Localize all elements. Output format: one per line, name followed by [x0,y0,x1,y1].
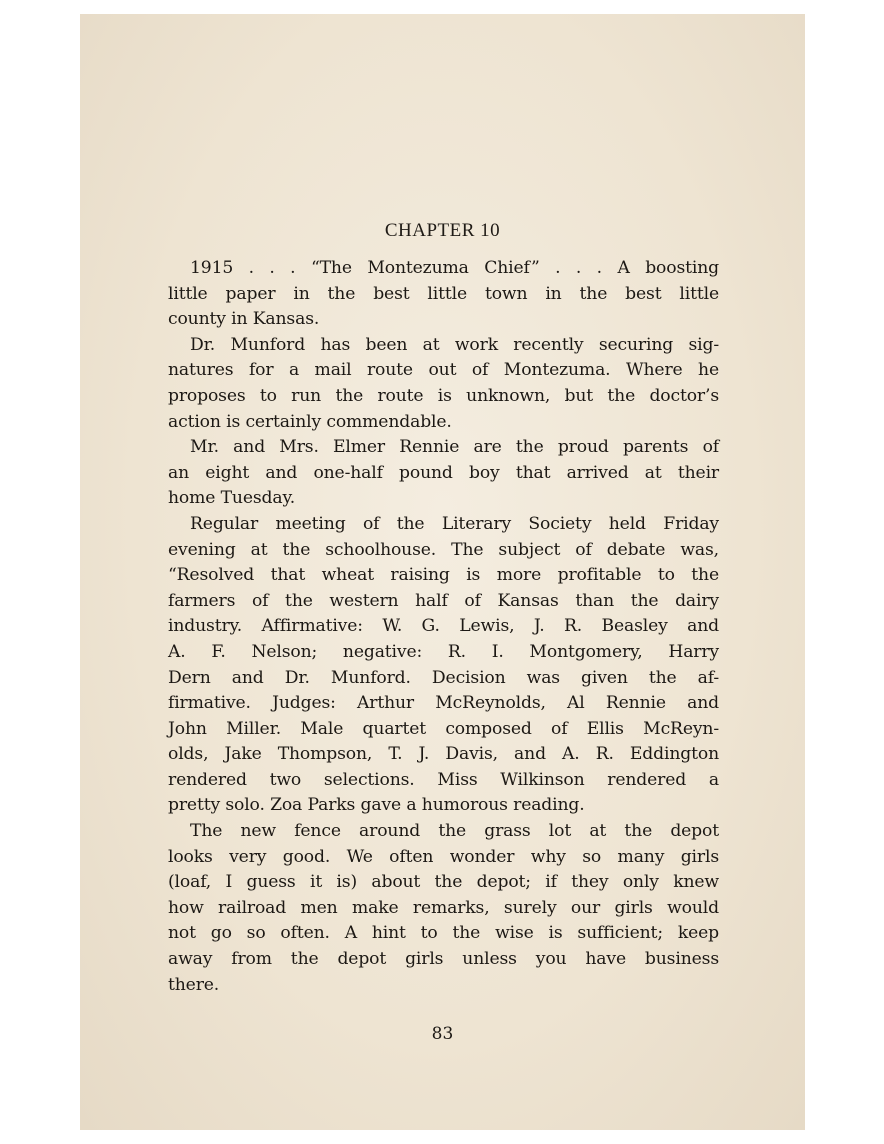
text-line: evening at the schoolhouse. The subject of debate was, [168,539,719,560]
text-line: there. [168,974,220,995]
text-line: firmative. Judges: Arthur McReynolds, Al Rennie and [168,693,719,714]
text-line: home Tuesday. [168,488,296,509]
text-line: how railroad men make remarks, surely our girls would [168,897,719,918]
text-line: (loaf, I guess it is) about the depot; if they only knew [168,872,719,893]
text-line: away from the depot girls unless you have business [168,949,719,970]
text-line: looks very good. We often wonder why so many girls [168,846,719,867]
text-line: “Resolved that wheat raising is more profitable to the [168,565,719,586]
text-line: not go so often. A hint to the wise is sufficient; keep [168,923,719,944]
text-line: Dr. Munford has been at work recently securing sig- [190,334,719,355]
text-line: Mr. and Mrs. Elmer Rennie are the proud parents of [190,437,719,458]
text-line: action is certainly commendable. [168,411,452,432]
text-line: A. F. Nelson; negative: R. I. Montgomery, Harry [168,641,719,662]
text-line: John Miller. Male quartet composed of Ellis McReyn- [168,718,719,739]
page-number: 83 [431,1024,454,1044]
text-line: county in Kansas. [168,309,320,330]
text-line: The new fence around the grass lot at the depot [190,821,719,842]
body-text [168,256,719,998]
chapter-heading: CHAPTER 10 [384,220,501,241]
book-page [80,14,805,1130]
text-line: 1915 . . . “The Montezuma Chief” . . . A boosting [190,258,719,278]
text-line: proposes to run the route is unknown, but the doctor’s [168,385,719,406]
text-line: Dern and Dr. Munford. Decision was given the af- [168,667,719,688]
text-line: an eight and one-half pound boy that arrived at their [168,462,719,483]
text-line: natures for a mail route out of Montezuma. Where he [168,360,719,381]
text-line: olds, Jake Thompson, T. J. Davis, and A. R. Eddington [168,744,719,765]
text-line: rendered two selections. Miss Wilkinson rendered a [168,769,719,790]
text-line: farmers of the western half of Kansas than the dairy [168,590,719,611]
text-line: industry. Affirmative: W. G. Lewis, J. R. Beasley and [168,616,719,637]
text-line: little paper in the best little town in the best little [168,283,719,304]
text-line: pretty solo. Zoa Parks gave a humorous reading. [168,795,585,816]
text-line: Regular meeting of the Literary Society held Friday [190,513,719,534]
